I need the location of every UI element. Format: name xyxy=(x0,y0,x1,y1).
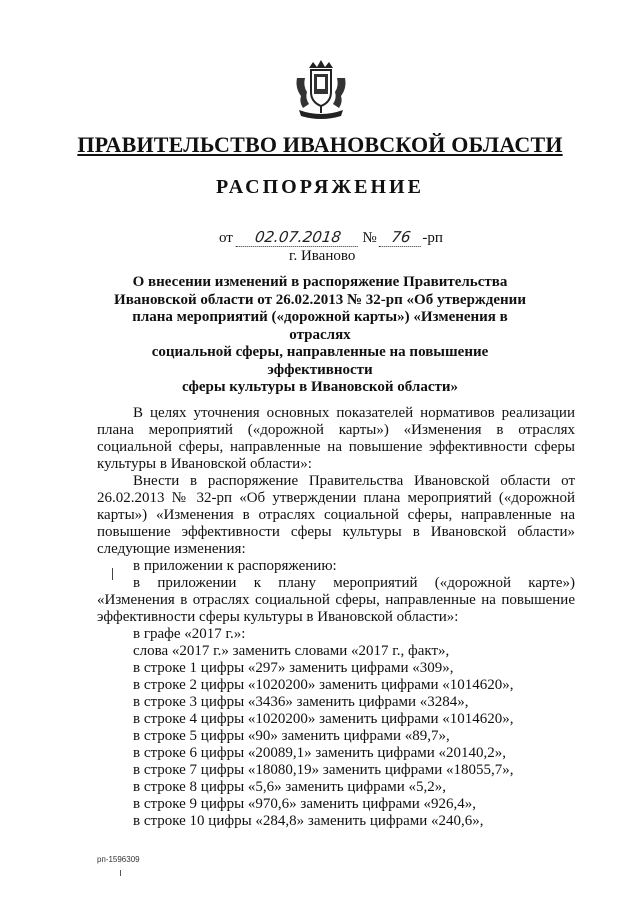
subject-line: плана мероприятий («дорожной карты») «Изменения в отраслях xyxy=(132,309,508,343)
from-label: от xyxy=(219,230,233,246)
change-line: слова «2017 г.» заменить словами «2017 г., факт», xyxy=(133,643,450,659)
subject-line: сферы культуры в Ивановской области» xyxy=(182,379,458,395)
number-sign: № xyxy=(362,230,377,246)
document-type: РАСПОРЯЖЕНИЕ xyxy=(216,176,424,198)
government-title: ПРАВИТЕЛЬСТВО ИВАНОВСКОЙ ОБЛАСТИ xyxy=(77,132,563,157)
change-line: в строке 4 цифры «1020200» заменить цифрами «1014620», xyxy=(133,711,514,727)
document-subject xyxy=(110,274,530,397)
document-code: рп-1596309 xyxy=(97,855,140,864)
subject-line: Ивановской области от 26.02.2013 № 32-рп «Об утверждении xyxy=(114,291,526,308)
city: г. Иваново xyxy=(289,248,356,264)
change-line: в строке 2 цифры «1020200» заменить цифрами «1014620», xyxy=(133,677,514,693)
paragraph-annex: в приложении к распоряжению: xyxy=(133,558,337,574)
handwritten-number: 76 xyxy=(379,228,424,247)
coat-of-arms-icon xyxy=(291,58,351,122)
change-line: в строке 3 цифры «3436» заменить цифрами «3284», xyxy=(133,694,469,710)
change-line: в строке 1 цифры «297» заменить цифрами «309», xyxy=(133,660,454,676)
paragraph-decision: Внести в распоряжение Правительства Ивановской области от 26.02.2013 № 32-рп «Об утверждении плана мероприятий («дорожной карты») «Изменения в отраслях социальной сферы, направленные на повышение эффективности сферы культуры в Ивановской области» следующие изменения: xyxy=(97,473,575,557)
change-line: в строке 8 цифры «5,6» заменить цифрами «5,2», xyxy=(133,779,447,795)
scan-mark xyxy=(120,870,121,876)
handwritten-date: 02.07.2018 xyxy=(235,228,360,247)
paragraph-column-2017: в графе «2017 г.»: xyxy=(133,626,246,642)
subject-line: О внесении изменений в распоряжение Правительства xyxy=(132,274,508,290)
change-line: в строке 9 цифры «970,6» заменить цифрами «926,4», xyxy=(133,796,477,812)
subject-line: социальной сферы, направленные на повышение эффективности xyxy=(151,344,489,378)
change-line: в строке 10 цифры «284,8» заменить цифрами «240,6», xyxy=(133,813,484,829)
paragraph-roadmap-annex: в приложении к плану мероприятий («дорожной карте») «Изменения в отраслях социальной сферы, направленные на повышение эффективности сферы культуры в Ивановской области»: xyxy=(97,575,575,625)
change-line: в строке 5 цифры «90» заменить цифрами «89,7», xyxy=(133,728,450,744)
change-line: в строке 7 цифры «18080,19» заменить цифрами «18055,7», xyxy=(133,762,514,778)
document-body xyxy=(97,405,575,830)
paragraph-purpose: В целях уточнения основных показателей нормативов реализации плана мероприятий («дорожной карты») «Изменения в отраслях социальной сферы, направленные на повышение эффективности сферы культуры в Ивановской области»: xyxy=(97,405,575,472)
date-number-line xyxy=(219,228,443,247)
change-line: в строке 6 цифры «20089,1» заменить цифрами «20140,2», xyxy=(133,745,507,761)
number-suffix: -рп xyxy=(422,230,443,246)
